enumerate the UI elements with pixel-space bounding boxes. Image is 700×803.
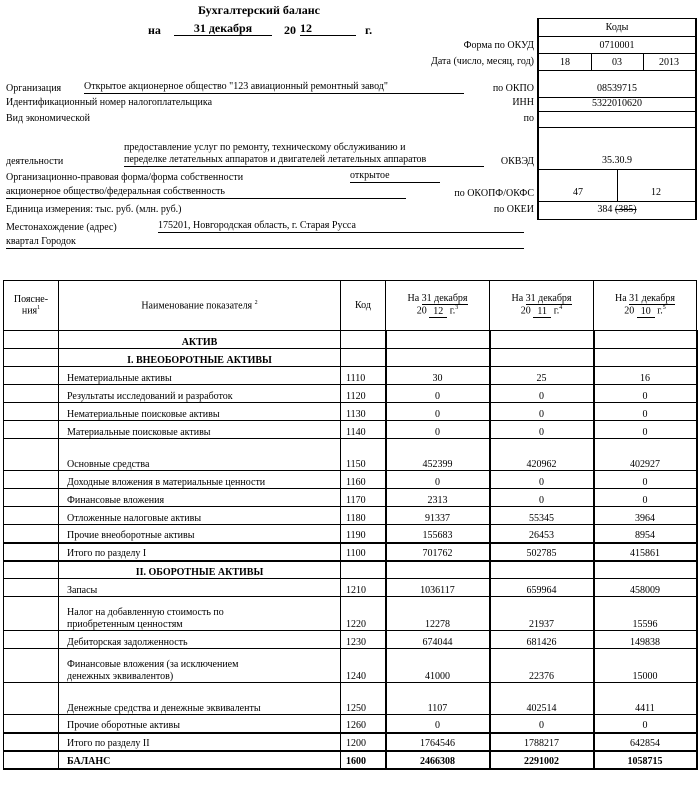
value-2012: 91337 [386,507,490,525]
value-2012: 1107 [386,683,490,715]
header-col-2012: На 31 декабря 20 12 г.$^3$ [386,281,490,331]
note-cell [4,683,59,715]
value-2011: 26453 [490,525,594,543]
table-row [4,715,697,733]
note-cell [4,649,59,683]
report-year-prefix: 20 [284,23,296,37]
value-2012 [386,349,490,367]
value-2010: 0 [594,385,697,403]
date-day: 18 [560,57,570,68]
code-cell: 1140 [341,421,386,439]
value-2010: 3964 [594,507,697,525]
table-row [4,403,697,421]
indicator-name-text: Налог на добавленную стоимость по [67,607,224,618]
header-col-2011: На 31 декабря 20 11 г.$^4$ [490,281,594,331]
indicator-name [59,421,341,439]
table-row [4,367,697,385]
okfs-code: 12 [651,187,661,198]
note-cell [4,715,59,733]
table-row [4,525,697,543]
value-2012 [386,331,490,349]
note-cell [4,543,59,561]
value-2012: 41000 [386,649,490,683]
table-row [4,597,697,631]
indicator-name-text: Материальные поисковые активы [67,426,211,438]
section-title: II. ОБОРОТНЫЕ АКТИВЫ [59,561,341,579]
value-2010: 1058715 [594,751,697,769]
okei-value: 384 [597,204,613,215]
inn-full-label: Идентификационный номер налогоплательщика [6,97,213,108]
location-label: Местонахождение (адрес) [6,222,117,233]
value-2012: 674044 [386,631,490,649]
indicator-name [59,507,341,525]
value-2012: 701762 [386,543,490,561]
value-2012: 0 [386,421,490,439]
code-cell [341,561,386,579]
code-cell: 1600 [341,751,386,769]
balance-table [3,280,698,770]
indicator-name [59,683,341,715]
value-2012: 0 [386,471,490,489]
table-header-row [4,281,697,331]
value-2010 [594,349,697,367]
note-cell [4,561,59,579]
note-cell [4,385,59,403]
value-2010: 8954 [594,525,697,543]
report-on-label: на [148,23,161,37]
code-cell: 1250 [341,683,386,715]
okei-label: по ОКЕИ [493,204,534,215]
note-cell [4,507,59,525]
header-name: Наименование показателя $^2$ [59,281,341,331]
activity-value-1: предоставление услуг по ремонту, техническому обслуживанию и [124,142,406,153]
indicator-name-text: Отложенные налоговые активы [67,512,202,524]
section-row [4,331,697,349]
value-2011 [490,349,594,367]
table-row [4,385,697,403]
indicator-name-text: Нематериальные активы [67,372,172,384]
code-cell: 1260 [341,715,386,733]
value-2012: 30 [386,367,490,385]
value-2010: 0 [594,421,697,439]
value-2011: 0 [490,421,594,439]
value-2010: 0 [594,489,697,507]
value-2010 [594,561,697,579]
value-2011 [490,331,594,349]
value-2011: 55345 [490,507,594,525]
code-cell: 1180 [341,507,386,525]
code-cell: 1100 [341,543,386,561]
code-cell: 1200 [341,733,386,751]
value-2010: 0 [594,471,697,489]
note-cell [4,331,59,349]
code-cell: 1210 [341,579,386,597]
value-2012: 0 [386,715,490,733]
value-2012 [386,561,490,579]
note-cell [4,579,59,597]
value-2012: 0 [386,385,490,403]
legal-form-label-2: акционерное общество/федеральная собственность [6,187,406,199]
indicator-name-text: Доходные вложения в материальные ценности [67,476,266,488]
activity-label-1: Вид экономической [6,113,90,124]
code-cell: 1150 [341,439,386,471]
value-2012: 155683 [386,525,490,543]
indicator-name-text: БАЛАНС [67,756,111,767]
note-cell [4,631,59,649]
code-cell: 1110 [341,367,386,385]
value-2012: 452399 [386,439,490,471]
activity-label-2: деятельности [6,156,64,167]
section-row [4,349,697,367]
indicator-name [59,733,341,751]
note-cell [4,525,59,543]
value-2010: 642854 [594,733,697,751]
okopf-code: 47 [573,187,583,198]
indicator-name-text: Итого по разделу II [67,738,150,749]
report-date: 31 декабря [174,22,272,36]
code-cell: 1220 [341,597,386,631]
table-row [4,507,697,525]
code-cell: 1130 [341,403,386,421]
table-row [4,631,697,649]
okpo-code: 08539715 [597,83,637,94]
code-cell: 1160 [341,471,386,489]
code-cell [341,331,386,349]
okei-code [539,205,695,215]
note-cell [4,439,59,471]
value-2010: 0 [594,403,697,421]
value-2011: 681426 [490,631,594,649]
note-cell [4,471,59,489]
okpo-label: по ОКПО [492,83,534,94]
value-2011: 420962 [490,439,594,471]
indicator-name [59,403,341,421]
form-title: Бухгалтерский баланс [198,3,320,17]
indicator-name [59,439,341,471]
code-cell [341,349,386,367]
table-row [4,649,697,683]
value-2011: 0 [490,385,594,403]
value-2011: 502785 [490,543,594,561]
indicator-name-text: Результаты исследований и разработок [67,390,233,402]
indicator-name [59,579,341,597]
note-cell [4,489,59,507]
value-2010: 4411 [594,683,697,715]
value-2011: 22376 [490,649,594,683]
indicator-name-text: Прочие внеоборотные активы [67,530,195,541]
value-2010: 402927 [594,439,697,471]
okud-code: 0710001 [599,40,635,51]
report-year-suffix: г. [365,23,373,37]
inn-code: 5322010620 [592,98,642,109]
value-2011 [490,561,594,579]
note-cell [4,751,59,769]
indicator-name-text: Финансовые вложения [67,494,165,506]
table-row [4,489,697,507]
value-2010: 16 [594,367,697,385]
table-row [4,421,697,439]
value-2010: 415861 [594,543,697,561]
indicator-name [59,489,341,507]
okei-struck-value: (385) [614,204,637,215]
value-2011: 2291002 [490,751,594,769]
indicator-name [59,543,341,561]
note-cell [4,403,59,421]
inn-label: ИНН [512,97,534,108]
table-row [4,683,697,715]
table-row [4,579,697,597]
legal-form-value-1: открытое [350,171,440,183]
note-cell [4,349,59,367]
value-2010: 15000 [594,649,697,683]
table-row [4,439,697,471]
code-cell: 1230 [341,631,386,649]
value-2011: 25 [490,367,594,385]
indicator-name [59,525,341,543]
report-year: 12 [300,22,356,36]
value-2012: 12278 [386,597,490,631]
value-2010: 15596 [594,597,697,631]
note-cell [4,421,59,439]
note-cell [4,733,59,751]
value-2011: 1788217 [490,733,594,751]
indicator-name [59,471,341,489]
balance-table-body [4,331,697,769]
date-year: 2013 [659,57,679,68]
value-2012: 2313 [386,489,490,507]
location-value-1: 175201, Новгородская область, г. Старая Русса [158,221,524,233]
header-col-2010: На 31 декабря 20 10 г.$^5$ [594,281,697,331]
indicator-name-text-2: приобретенным ценностям [67,618,183,630]
codes-box [537,18,697,220]
indicator-name-text: Финансовые вложения (за исключением [67,659,239,670]
subtotal-row [4,733,697,751]
indicator-name [59,385,341,403]
code-cell: 1170 [341,489,386,507]
value-2011: 659964 [490,579,594,597]
value-2011: 0 [490,471,594,489]
section-row [4,561,697,579]
indicator-name-text: Дебиторская задолженность [67,636,188,648]
balance-total-row [4,751,697,769]
value-2010 [594,331,697,349]
indicator-name [59,597,341,631]
value-2012: 0 [386,403,490,421]
header-note: Поясне-ния$^1$ [4,281,59,331]
value-2012: 1036117 [386,579,490,597]
org-value: Открытое акционерное общество "123 авиационный ремонтный завод" [84,82,464,94]
code-cell: 1120 [341,385,386,403]
note-cell [4,597,59,631]
codes-title: Коды [605,22,629,33]
indicator-name-text: Основные средства [67,458,150,470]
value-2012: 1764546 [386,733,490,751]
note-cell [4,367,59,385]
indicator-name-text: Итого по разделу I [67,548,147,559]
value-2010: 458009 [594,579,697,597]
indicator-name [59,751,341,769]
subtotal-row [4,543,697,561]
section-title: I. ВНЕОБОРОТНЫЕ АКТИВЫ [59,349,341,367]
value-2011: 0 [490,715,594,733]
activity-value-2: переделке летательных аппаратов и двигателей летательных аппаратов [124,155,484,167]
value-2011: 0 [490,489,594,507]
indicator-name-text: Запасы [67,584,98,596]
value-2010: 0 [594,715,697,733]
table-row [4,471,697,489]
code-cell: 1190 [341,525,386,543]
legal-form-label-1: Организационно-правовая форма/форма собственности [6,172,244,183]
value-2010: 149838 [594,631,697,649]
value-2011: 21937 [490,597,594,631]
unit-label: Единица измерения: тыс. руб. (млн. руб.) [6,204,182,215]
okved-code: 35.30.9 [602,155,632,166]
okopf-label: по ОКОПФ/ОКФС [454,188,534,199]
code-cell: 1240 [341,649,386,683]
indicator-name-text: Нематериальные поисковые активы [67,408,220,420]
indicator-name [59,631,341,649]
okved-label-1: по [523,113,534,124]
header-code: Код [341,281,386,331]
indicator-name [59,649,341,683]
indicator-name-text-2: денежных эквивалентов) [67,670,174,682]
value-2011: 402514 [490,683,594,715]
date-label: Дата (число, месяц, год) [431,56,534,67]
indicator-name-text: Прочие оборотные активы [67,720,180,731]
value-2012: 2466308 [386,751,490,769]
date-month: 03 [612,57,622,68]
indicator-name [59,367,341,385]
section-title: АКТИВ [59,331,341,349]
indicator-name [59,715,341,733]
location-value-2: квартал Городок [6,237,524,249]
okved-label-2: ОКВЭД [500,156,534,167]
okud-label: Форма по ОКУД [463,40,534,51]
org-label: Организация [6,83,62,94]
indicator-name-text: Денежные средства и денежные эквиваленты [67,702,261,714]
value-2011: 0 [490,403,594,421]
